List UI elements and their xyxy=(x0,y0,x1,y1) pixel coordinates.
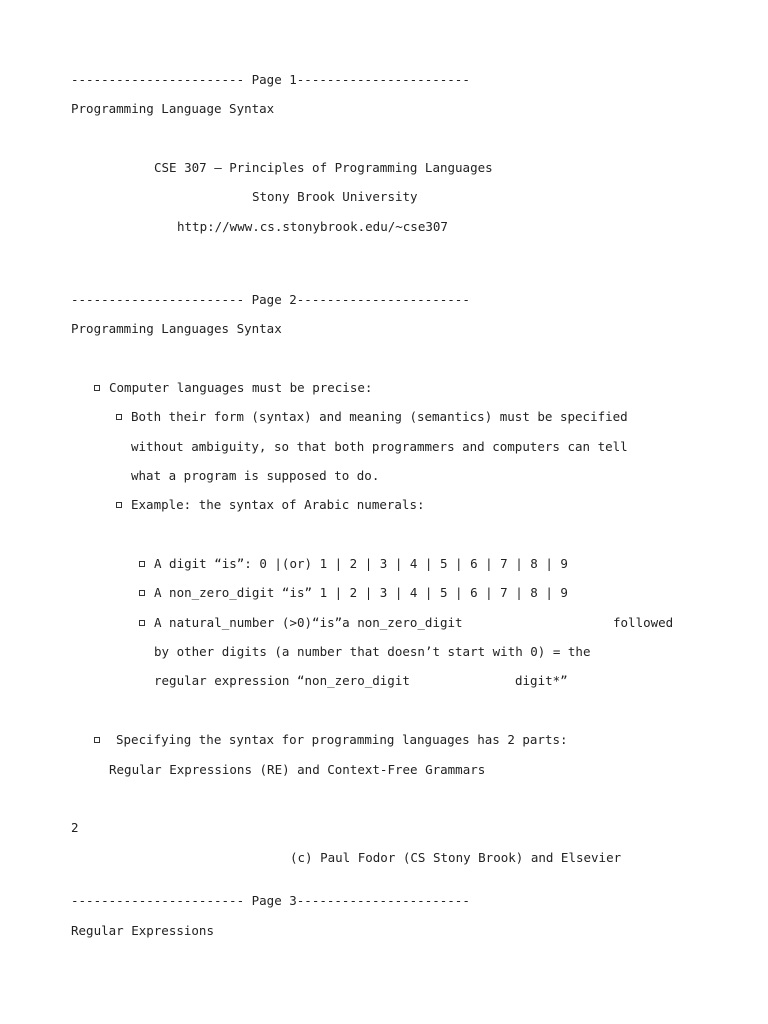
bullet-text: followed xyxy=(613,615,674,630)
bullet-square-icon xyxy=(94,737,100,743)
bullet-text: Computer languages must be precise: xyxy=(109,380,373,395)
bullet-text: A digit “is”: 0 |(or) 1 | 2 | 3 | 4 | 5 | 6 | 7 | 8 | 9 xyxy=(154,556,568,571)
bullet-square-icon xyxy=(94,385,100,391)
bullet-square-icon xyxy=(139,561,145,567)
bullet-square-icon xyxy=(139,590,145,596)
bullet-text: Example: the syntax of Arabic numerals: xyxy=(131,497,425,512)
bullet-square-icon xyxy=(116,414,122,420)
university-line: Stony Brook University xyxy=(252,189,418,204)
bullet-text: without ambiguity, so that both programmers and computers can tell xyxy=(131,439,628,454)
bullet-text: Both their form (syntax) and meaning (semantics) must be specified xyxy=(131,409,628,424)
bullet-square-icon xyxy=(139,620,145,626)
bullet-text: Specifying the syntax for programming languages has 2 parts: xyxy=(116,732,568,747)
course-line: CSE 307 – Principles of Programming Languages xyxy=(154,160,493,175)
bullet-text: A natural_number (>0)“is”a non_zero_digit xyxy=(154,615,463,630)
bullet-text: regular expression “non_zero_digit xyxy=(154,673,410,688)
page-number: 2 xyxy=(71,820,79,835)
bullet-text: what a program is supposed to do. xyxy=(131,468,380,483)
page-title-3: Regular Expressions xyxy=(71,923,214,938)
page-title-2: Programming Languages Syntax xyxy=(71,321,282,336)
page-title-1: Programming Language Syntax xyxy=(71,101,275,116)
page-marker-2: ----------------------- Page 2----------------------- xyxy=(71,292,470,307)
bullet-text: by other digits (a number that doesn’t start with 0) = the xyxy=(154,644,591,659)
bullet-text: A non_zero_digit “is” 1 | 2 | 3 | 4 | 5 | 6 | 7 | 8 | 9 xyxy=(154,585,568,600)
page-marker-1: ----------------------- Page 1----------------------- xyxy=(71,72,470,87)
url-line: http://www.cs.stonybrook.edu/~cse307 xyxy=(177,219,448,234)
bullet-text: Regular Expressions (RE) and Context-Free Grammars xyxy=(109,762,486,777)
bullet-text: digit*” xyxy=(515,673,568,688)
page-marker-3: ----------------------- Page 3----------------------- xyxy=(71,893,470,908)
bullet-square-icon xyxy=(116,502,122,508)
footer-credit: (c) Paul Fodor (CS Stony Brook) and Elsevier xyxy=(290,850,622,865)
